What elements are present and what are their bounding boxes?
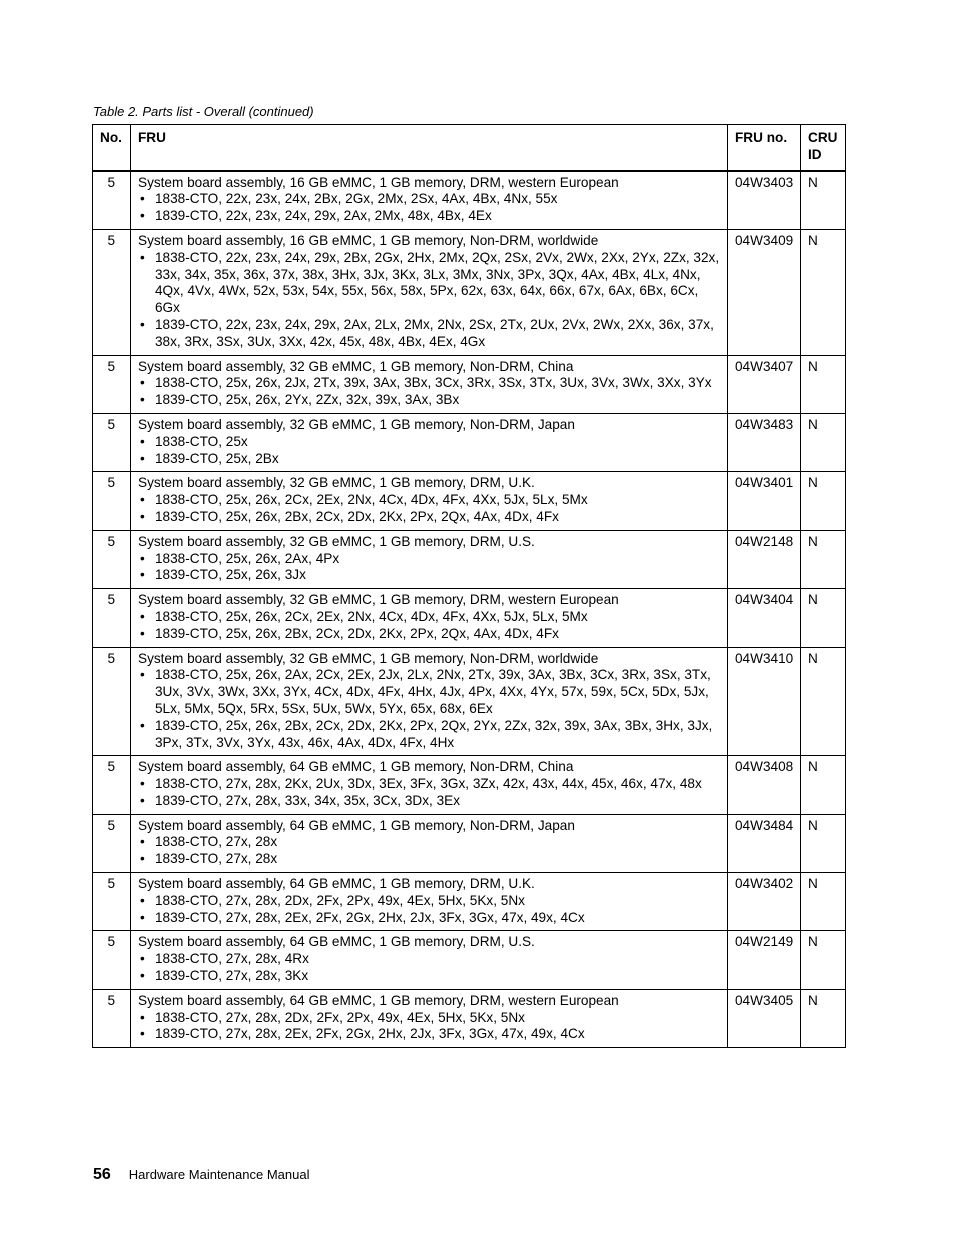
cell-fru — [131, 472, 728, 530]
model-list — [138, 191, 721, 225]
cell-fru — [131, 413, 728, 471]
model-list-item: • 1838-CTO, 27x, 28x, 2Kx, 2Ux, 3Dx, 3Ex, 3Fx, 3Gx, 3Zx, 42x, 43x, 44x, 45x, 46x, 47x, 48x — [138, 776, 721, 793]
model-list-item: • 1838-CTO, 27x, 28x — [138, 834, 721, 851]
cell-fru — [131, 530, 728, 588]
model-list-item: • 1838-CTO, 22x, 23x, 24x, 2Bx, 2Gx, 2Mx, 2Sx, 4Ax, 4Bx, 4Nx, 55x — [138, 191, 721, 208]
model-list-item: • 1838-CTO, 25x, 26x, 2Ax, 4Px — [138, 551, 721, 568]
cell-cru-id: N — [801, 355, 846, 413]
fru-description: System board assembly, 64 GB eMMC, 1 GB memory, Non-DRM, Japan — [138, 817, 575, 833]
cell-fru-no: 04W3402 — [728, 873, 801, 931]
model-list — [138, 250, 721, 351]
table-row — [93, 647, 846, 756]
table-row — [93, 530, 846, 588]
model-list — [138, 1010, 721, 1044]
table-row — [93, 814, 846, 872]
model-list-item: • 1838-CTO, 25x, 26x, 2Ax, 2Cx, 2Ex, 2Jx, 2Lx, 2Nx, 2Tx, 39x, 3Ax, 3Bx, 3Cx, 3Rx, 3Sx, 3Tx, 3Ux, 3Vx, 3Wx, 3Xx, 3Yx, 4Cx, 4Dx, 4Fx, 4Hx, 4Jx, 4Px, 4Xx, 4Yx, 57x, 59x, 5Cx, 5Dx, 5Jx, 5Lx, 5Mx, 5Qx, 5Rx, 5Sx, 5Ux, 5Wx, 5Yx, 65x, 68x, 6Ex — [138, 667, 721, 717]
cell-cru-id: N — [801, 756, 846, 814]
model-list-item: • 1839-CTO, 25x, 26x, 2Bx, 2Cx, 2Dx, 2Kx, 2Px, 2Qx, 2Yx, 2Zx, 32x, 39x, 3Ax, 3Bx, 3Hx, 3Jx, 3Px, 3Tx, 3Vx, 3Yx, 43x, 46x, 4Ax, 4Dx, 4Fx, 4Hx — [138, 718, 721, 752]
cell-fru-no: 04W3405 — [728, 989, 801, 1047]
cell-no: 5 — [93, 814, 131, 872]
model-list-item: • 1839-CTO, 25x, 26x, 2Yx, 2Zx, 32x, 39x, 3Ax, 3Bx — [138, 392, 721, 409]
fru-description: System board assembly, 16 GB eMMC, 1 GB memory, Non-DRM, worldwide — [138, 232, 599, 248]
model-list-item: • 1839-CTO, 27x, 28x, 33x, 34x, 35x, 3Cx, 3Dx, 3Ex — [138, 793, 721, 810]
cell-cru-id: N — [801, 647, 846, 756]
model-list — [138, 893, 721, 927]
header-fru-no: FRU no. — [728, 125, 801, 171]
cell-fru — [131, 873, 728, 931]
cell-fru-no: 04W3404 — [728, 589, 801, 647]
fru-description: System board assembly, 64 GB eMMC, 1 GB memory, DRM, western European — [138, 992, 619, 1008]
fru-description: System board assembly, 64 GB eMMC, 1 GB memory, DRM, U.K. — [138, 876, 535, 892]
fru-description: System board assembly, 32 GB eMMC, 1 GB memory, Non-DRM, worldwide — [138, 650, 599, 666]
model-list-item: • 1838-CTO, 27x, 28x, 2Dx, 2Fx, 2Px, 49x, 4Ex, 5Hx, 5Kx, 5Nx — [138, 1010, 721, 1027]
model-list-item: • 1838-CTO, 25x, 26x, 2Jx, 2Tx, 39x, 3Ax, 3Bx, 3Cx, 3Rx, 3Sx, 3Tx, 3Ux, 3Vx, 3Wx, 3Xx, 3Yx — [138, 375, 721, 392]
cell-no: 5 — [93, 647, 131, 756]
table-row — [93, 989, 846, 1047]
model-list — [138, 951, 721, 985]
model-list-item: • 1838-CTO, 27x, 28x, 4Rx — [138, 951, 721, 968]
cell-fru-no: 04W2149 — [728, 931, 801, 989]
cell-no: 5 — [93, 229, 131, 355]
model-list — [138, 492, 721, 526]
model-list — [138, 667, 721, 751]
model-list-item: • 1839-CTO, 25x, 2Bx — [138, 451, 721, 468]
cell-cru-id: N — [801, 472, 846, 530]
cell-fru-no: 04W3484 — [728, 814, 801, 872]
cell-fru — [131, 989, 728, 1047]
header-cru-id: CRU ID — [801, 125, 846, 171]
cell-fru-no: 04W3403 — [728, 171, 801, 230]
cell-fru-no: 04W3401 — [728, 472, 801, 530]
cell-fru-no: 04W3407 — [728, 355, 801, 413]
fru-description: System board assembly, 32 GB eMMC, 1 GB memory, DRM, U.S. — [138, 533, 535, 549]
cell-fru — [131, 229, 728, 355]
model-list — [138, 834, 721, 868]
table-row — [93, 413, 846, 471]
model-list-item: • 1839-CTO, 22x, 23x, 24x, 29x, 2Ax, 2Lx, 2Mx, 2Nx, 2Sx, 2Tx, 2Ux, 2Vx, 2Wx, 2Xx, 36x, 37x, 38x, 3Rx, 3Sx, 3Ux, 3Xx, 42x, 45x, 48x, 4Bx, 4Ex, 4Gx — [138, 317, 721, 351]
model-list-item: • 1839-CTO, 22x, 23x, 24x, 29x, 2Ax, 2Mx, 48x, 4Bx, 4Ex — [138, 208, 721, 225]
table-row — [93, 171, 846, 230]
cell-fru-no: 04W3483 — [728, 413, 801, 471]
model-list — [138, 375, 721, 409]
cell-fru-no: 04W2148 — [728, 530, 801, 588]
cell-cru-id: N — [801, 229, 846, 355]
table-row — [93, 873, 846, 931]
model-list-item: • 1838-CTO, 25x, 26x, 2Cx, 2Ex, 2Nx, 4Cx, 4Dx, 4Fx, 4Xx, 5Jx, 5Lx, 5Mx — [138, 609, 721, 626]
model-list-item: • 1839-CTO, 27x, 28x, 2Ex, 2Fx, 2Gx, 2Hx, 2Jx, 3Fx, 3Gx, 47x, 49x, 4Cx — [138, 1026, 721, 1043]
header-fru: FRU — [131, 125, 728, 171]
model-list-item: • 1839-CTO, 27x, 28x, 3Kx — [138, 968, 721, 985]
cell-no: 5 — [93, 472, 131, 530]
table-row — [93, 472, 846, 530]
model-list-item: • 1839-CTO, 25x, 26x, 3Jx — [138, 567, 721, 584]
cell-no: 5 — [93, 931, 131, 989]
fru-description: System board assembly, 64 GB eMMC, 1 GB memory, Non-DRM, China — [138, 759, 574, 775]
cell-fru — [131, 814, 728, 872]
cell-no: 5 — [93, 355, 131, 413]
model-list — [138, 551, 721, 585]
cell-fru-no: 04W3408 — [728, 756, 801, 814]
model-list-item: • 1838-CTO, 25x — [138, 434, 721, 451]
cell-fru-no: 04W3409 — [728, 229, 801, 355]
cell-no: 5 — [93, 530, 131, 588]
cell-fru — [131, 355, 728, 413]
page-footer — [93, 1166, 309, 1184]
cell-cru-id: N — [801, 589, 846, 647]
cell-cru-id: N — [801, 814, 846, 872]
cell-no: 5 — [93, 989, 131, 1047]
cell-cru-id: N — [801, 931, 846, 989]
parts-table — [92, 124, 846, 1048]
fru-description: System board assembly, 32 GB eMMC, 1 GB memory, Non-DRM, China — [138, 358, 574, 374]
table-caption: Table 2. Parts list - Overall (continued) — [93, 104, 314, 119]
cell-fru — [131, 931, 728, 989]
cell-no: 5 — [93, 589, 131, 647]
cell-cru-id: N — [801, 413, 846, 471]
model-list — [138, 609, 721, 643]
model-list-item: • 1838-CTO, 22x, 23x, 24x, 29x, 2Bx, 2Gx, 2Hx, 2Mx, 2Qx, 2Sx, 2Vx, 2Wx, 2Xx, 2Yx, 2Zx, 32x, 33x, 34x, 35x, 36x, 37x, 38x, 3Hx, 3Jx, 3Kx, 3Lx, 3Mx, 3Nx, 3Px, 3Qx, 4Ax, 4Bx, 4Lx, 4Nx, 4Qx, 4Vx, 4Wx, 52x, 53x, 54x, 55x, 56x, 58x, 5Px, 62x, 63x, 64x, 66x, 67x, 6Ax, 6Bx, 6Cx, 6Gx — [138, 250, 721, 317]
model-list-item: • 1839-CTO, 25x, 26x, 2Bx, 2Cx, 2Dx, 2Kx, 2Px, 2Qx, 4Ax, 4Dx, 4Fx — [138, 626, 721, 643]
fru-description: System board assembly, 32 GB eMMC, 1 GB memory, Non-DRM, Japan — [138, 416, 575, 432]
cell-fru — [131, 589, 728, 647]
table-row — [93, 931, 846, 989]
fru-description: System board assembly, 16 GB eMMC, 1 GB memory, DRM, western European — [138, 174, 619, 190]
cell-cru-id: N — [801, 989, 846, 1047]
cell-fru — [131, 171, 728, 230]
model-list-item: • 1838-CTO, 27x, 28x, 2Dx, 2Fx, 2Px, 49x, 4Ex, 5Hx, 5Kx, 5Nx — [138, 893, 721, 910]
cell-cru-id: N — [801, 530, 846, 588]
cell-cru-id: N — [801, 171, 846, 230]
cell-no: 5 — [93, 873, 131, 931]
table-header-row — [93, 125, 846, 171]
cell-cru-id: N — [801, 873, 846, 931]
fru-description: System board assembly, 64 GB eMMC, 1 GB memory, DRM, U.S. — [138, 934, 535, 950]
fru-description: System board assembly, 32 GB eMMC, 1 GB memory, DRM, U.K. — [138, 475, 535, 491]
cell-fru — [131, 647, 728, 756]
model-list-item: • 1839-CTO, 27x, 28x — [138, 851, 721, 868]
page-number: 56 — [93, 1166, 111, 1183]
table-body — [93, 171, 846, 1048]
cell-no: 5 — [93, 171, 131, 230]
model-list-item: • 1839-CTO, 25x, 26x, 2Bx, 2Cx, 2Dx, 2Kx, 2Px, 2Qx, 4Ax, 4Dx, 4Fx — [138, 509, 721, 526]
model-list — [138, 434, 721, 468]
table-row — [93, 229, 846, 355]
table-row — [93, 589, 846, 647]
table-row — [93, 756, 846, 814]
model-list-item: • 1838-CTO, 25x, 26x, 2Cx, 2Ex, 2Nx, 4Cx, 4Dx, 4Fx, 4Xx, 5Jx, 5Lx, 5Mx — [138, 492, 721, 509]
cell-no: 5 — [93, 413, 131, 471]
manual-title: Hardware Maintenance Manual — [128, 1167, 310, 1182]
model-list-item: • 1839-CTO, 27x, 28x, 2Ex, 2Fx, 2Gx, 2Hx, 2Jx, 3Fx, 3Gx, 47x, 49x, 4Cx — [138, 910, 721, 927]
cell-no: 5 — [93, 756, 131, 814]
cell-fru — [131, 756, 728, 814]
cell-fru-no: 04W3410 — [728, 647, 801, 756]
fru-description: System board assembly, 32 GB eMMC, 1 GB memory, DRM, western European — [138, 592, 619, 608]
header-no: No. — [93, 125, 131, 171]
model-list — [138, 776, 721, 810]
table-row — [93, 355, 846, 413]
